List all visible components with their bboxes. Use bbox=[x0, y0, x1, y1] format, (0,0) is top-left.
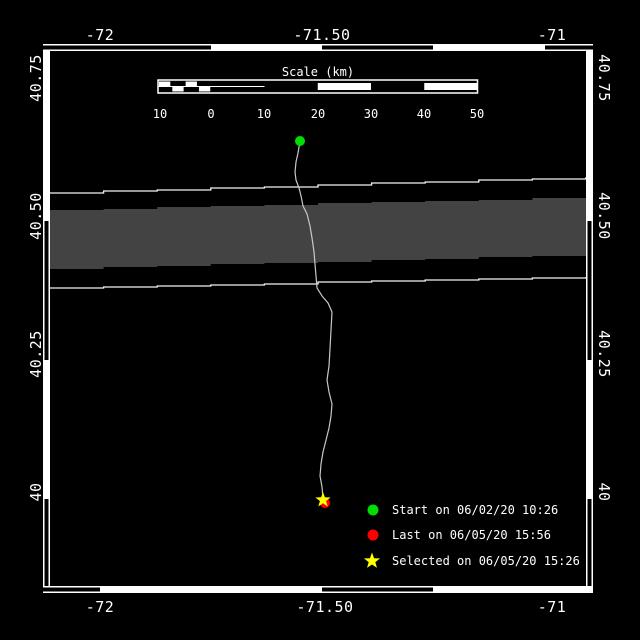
scale-cell-white bbox=[318, 83, 371, 90]
scale-subcell-white bbox=[199, 87, 210, 92]
y-axis-label-right-4025: 40.25 bbox=[595, 330, 613, 378]
x-axis-label-bottom-7150: -71.50 bbox=[296, 598, 354, 616]
y-axis-label-right-4050: 40.50 bbox=[595, 192, 613, 240]
scale-bar-title: Scale (km) bbox=[281, 65, 355, 79]
scale-subcell-white bbox=[159, 82, 170, 87]
x-axis-label-top-7150: -71.50 bbox=[293, 26, 351, 44]
legend-label-selected: Selected on 06/05/20 15:26 bbox=[392, 554, 580, 568]
frame-right-seg bbox=[588, 221, 592, 360]
legend-last-marker bbox=[368, 530, 379, 541]
frame-left-seg bbox=[45, 44, 49, 221]
frame-left-seg bbox=[45, 499, 49, 593]
frame-bottom-seg bbox=[433, 588, 593, 592]
y-axis-label-left-40: 40 bbox=[27, 482, 45, 502]
scale-tick-20: 20 bbox=[310, 107, 326, 121]
scale-subcell-white bbox=[186, 82, 197, 87]
start-point-marker bbox=[295, 136, 305, 146]
scale-tick-10l: 10 bbox=[152, 107, 168, 121]
y-axis-label-left-4050: 40.50 bbox=[27, 192, 45, 240]
x-axis-label-bottom-71: -71 bbox=[537, 598, 567, 616]
scale-tick-30: 30 bbox=[363, 107, 379, 121]
x-axis-label-top-71: -71 bbox=[537, 26, 567, 44]
frame-top-seg bbox=[433, 46, 545, 50]
frame-left-seg bbox=[45, 360, 49, 499]
legend-label-start: Start on 06/02/20 10:26 bbox=[392, 503, 559, 517]
frame-top-seg bbox=[322, 46, 433, 50]
scale-tick-40: 40 bbox=[416, 107, 432, 121]
frame-bottom-seg bbox=[43, 588, 100, 592]
scale-bar bbox=[158, 80, 478, 93]
frame-top-seg bbox=[43, 46, 211, 50]
x-axis-label-bottom-72: -72 bbox=[85, 598, 115, 616]
y-axis-label-left-4075: 40.75 bbox=[27, 54, 45, 102]
scale-cell-white bbox=[424, 83, 477, 90]
scale-subcell-white bbox=[172, 87, 183, 92]
frame-top-seg bbox=[545, 46, 593, 50]
frame-bottom-seg bbox=[100, 588, 322, 592]
legend-start-marker bbox=[368, 505, 379, 516]
frame-bottom-seg bbox=[322, 588, 433, 592]
y-axis-label-right-4075: 40.75 bbox=[595, 54, 613, 102]
y-axis-label-right-40: 40 bbox=[595, 482, 613, 502]
x-axis-label-top-72: -72 bbox=[85, 26, 115, 44]
frame-right-seg bbox=[588, 44, 592, 221]
legend-label-last: Last on 06/05/20 15:56 bbox=[392, 528, 551, 542]
frame-left-seg bbox=[45, 221, 49, 360]
y-axis-label-left-4025: 40.25 bbox=[27, 330, 45, 378]
scale-tick-0: 0 bbox=[207, 107, 215, 121]
frame-right-seg bbox=[588, 360, 592, 499]
scale-tick-10: 10 bbox=[256, 107, 272, 121]
frame-right-seg bbox=[588, 499, 592, 593]
frame-top-seg bbox=[211, 46, 322, 50]
scale-tick-50: 50 bbox=[469, 107, 485, 121]
